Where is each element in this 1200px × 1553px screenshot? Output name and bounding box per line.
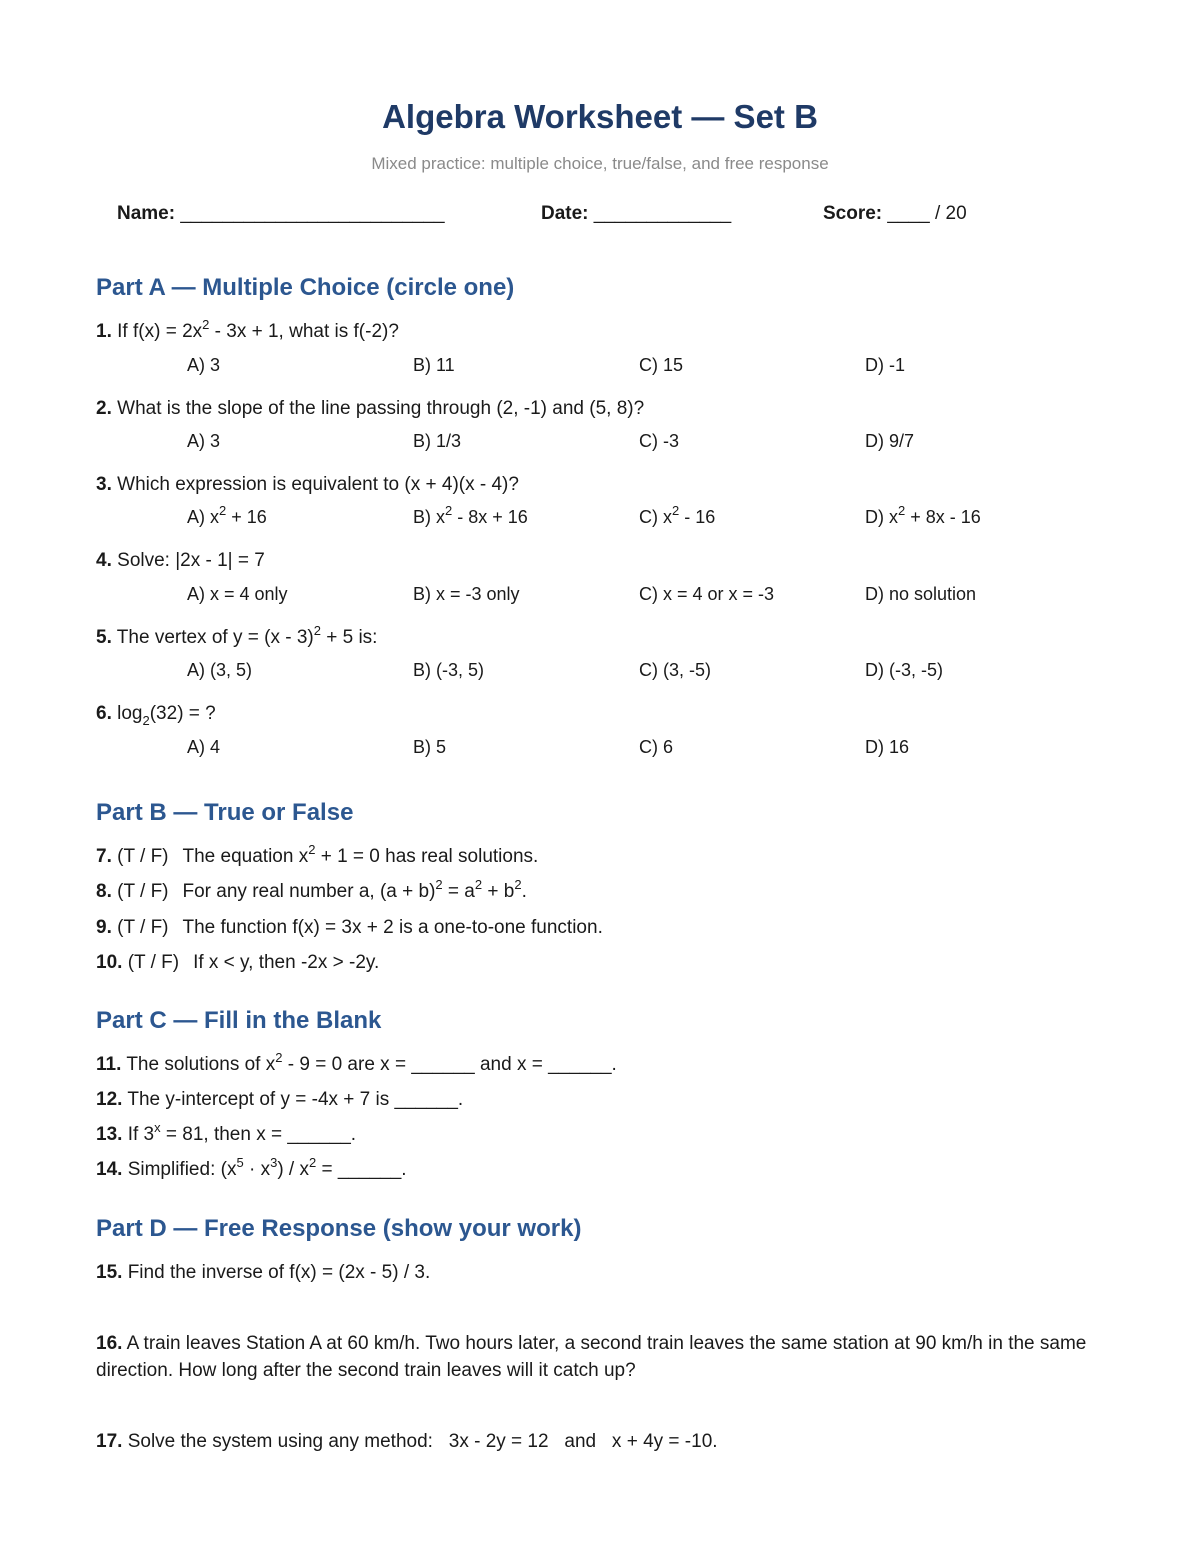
option-text: - 16 [679, 507, 716, 527]
option-1c[interactable]: C) 15 [639, 355, 684, 375]
page-subtitle: Mixed practice: multiple choice, true/false, and free response [371, 154, 829, 173]
fill-item-14 [96, 1155, 407, 1181]
question-text: log [117, 703, 143, 724]
tf-item-10 [96, 952, 379, 974]
page-title: Algebra Worksheet — Set B [382, 98, 818, 135]
question-number: 9. [96, 917, 112, 938]
tf-item-7 [96, 842, 539, 868]
exponent: 5 [236, 1155, 244, 1170]
option-text: B) x [413, 507, 446, 527]
question-text: The vertex of y = (x - 3) [116, 627, 314, 648]
exponent: 2 [313, 623, 321, 638]
question-number: 8. [96, 881, 112, 902]
option-1d[interactable]: D) -1 [865, 355, 905, 375]
question-number: 13. [96, 1124, 123, 1145]
question-number: 6. [96, 703, 112, 724]
name-label: Name: [117, 203, 176, 224]
exponent: 2 [308, 842, 316, 857]
option-2b[interactable]: B) 1/3 [413, 431, 462, 451]
date-blank: _____________ [593, 203, 732, 224]
question-text: The solutions of x [126, 1054, 276, 1075]
fill-item-12 [96, 1089, 463, 1111]
question-text: Solve: |2x - 1| = 7 [117, 550, 265, 571]
question-4 [96, 550, 265, 572]
question-text: = ______. [316, 1159, 407, 1180]
name-blank: _________________________ [180, 203, 445, 224]
option-6b[interactable]: B) 5 [413, 737, 447, 757]
true-false-choice[interactable]: (T / F) [117, 846, 169, 867]
date-field [541, 203, 731, 225]
true-false-choice[interactable]: (T / F) [127, 952, 180, 973]
true-false-choice[interactable]: (T / F) [117, 881, 169, 902]
question-text: + 5 is: [320, 627, 378, 648]
question-text: What is the slope of the line passing through (2, -1) and (5, 8)? [117, 398, 645, 419]
option-text: A) x [187, 507, 220, 527]
exponent: 2 [672, 503, 680, 518]
option-1a[interactable]: A) 3 [187, 355, 221, 375]
option-text: + 16 [226, 507, 267, 527]
question-number: 10. [96, 952, 123, 973]
question-number: 2. [96, 398, 112, 419]
question-text: = 81, then x = ______. [160, 1124, 357, 1145]
score-field [823, 203, 967, 225]
option-text: C) x [639, 507, 672, 527]
exponent: 2 [308, 1155, 317, 1170]
tf-item-9 [96, 917, 603, 939]
option-3d[interactable] [865, 503, 981, 528]
fill-item-13 [96, 1120, 357, 1146]
question-number: 16. [96, 1333, 123, 1354]
option-6d[interactable]: D) 16 [865, 737, 910, 757]
option-6a[interactable]: A) 4 [187, 737, 221, 757]
part-c-heading: Part C — Fill in the Blank [96, 1007, 382, 1034]
exponent: 3 [270, 1155, 278, 1170]
score-label: Score: [823, 203, 883, 224]
question-text: - 9 = 0 are x = ______ and x = ______. [282, 1054, 617, 1075]
question-6 [96, 703, 216, 728]
score-blank: ____ [887, 203, 930, 224]
question-text: · x [243, 1159, 271, 1180]
option-2c[interactable]: C) -3 [639, 431, 679, 451]
option-text: D) x [865, 507, 898, 527]
question-text: If 3 [127, 1124, 155, 1145]
exponent: 2 [514, 877, 522, 892]
part-b-heading: Part B — True or False [96, 799, 354, 826]
question-number: 17. [96, 1431, 123, 1452]
question-5 [96, 623, 378, 649]
option-4b[interactable]: B) x = -3 only [413, 584, 520, 604]
question-text: The y-intercept of y = -4x + 7 is ______. [127, 1089, 464, 1110]
option-4d[interactable]: D) no solution [865, 584, 977, 604]
question-text: - 3x + 1, what is f(-2)? [209, 321, 399, 342]
exponent: 2 [474, 877, 483, 892]
date-label: Date: [541, 203, 589, 224]
option-4a[interactable]: A) x = 4 only [187, 584, 288, 604]
question-text: ) / x [277, 1159, 309, 1180]
question-1 [96, 317, 399, 343]
question-number: 11. [96, 1054, 122, 1075]
exponent: 2 [898, 503, 906, 518]
question-number: 12. [96, 1089, 123, 1110]
question-text: If f(x) = 2x [117, 321, 203, 342]
exponent: 2 [445, 503, 453, 518]
statement-text: + 1 = 0 has real solutions. [315, 846, 539, 867]
true-false-choice[interactable]: (T / F) [117, 917, 169, 938]
statement-text: The function f(x) = 3x + 2 is a one-to-one function. [182, 917, 603, 938]
part-d-heading: Part D — Free Response (show your work) [96, 1215, 582, 1242]
statement-text: = a [442, 881, 475, 902]
statement-text: + b [482, 881, 515, 902]
option-3c[interactable] [639, 503, 716, 528]
statement-text: For any real number a, (a + b) [182, 881, 436, 902]
question-number: 4. [96, 550, 112, 571]
question-2 [96, 398, 644, 420]
option-2a[interactable]: A) 3 [187, 431, 221, 451]
option-text: - 8x + 16 [452, 507, 528, 527]
statement-text: If x < y, then -2x > -2y. [193, 952, 380, 973]
free-response-15 [96, 1262, 430, 1284]
option-3a[interactable] [187, 503, 267, 528]
question-text: Solve the system using any method: 3x - 2y = 12 and x + 4y = -10. [127, 1431, 718, 1452]
free-response-16 [96, 1330, 1106, 1384]
option-6c[interactable]: C) 6 [639, 737, 674, 757]
exponent: 2 [435, 877, 443, 892]
option-5d[interactable]: D) (-3, -5) [865, 660, 943, 680]
option-4c[interactable]: C) x = 4 or x = -3 [639, 584, 775, 604]
question-text: A train leaves Station A at 60 km/h. Two hours later, a second train leaves the same station at 90 km/h in the same direction. How long after the second train leaves will it catch up? [96, 1333, 1087, 1381]
option-1b[interactable]: B) 11 [413, 355, 455, 375]
free-response-17 [96, 1431, 718, 1453]
question-text: Which expression is equivalent to (x + 4)(x - 4)? [117, 474, 519, 495]
score-total: / 20 [934, 203, 967, 224]
fill-item-11 [96, 1050, 617, 1076]
question-number: 7. [96, 846, 112, 867]
question-text: (32) = ? [149, 703, 216, 724]
option-3b[interactable] [413, 503, 528, 528]
log-base: 2 [142, 713, 150, 728]
option-text: + 8x - 16 [905, 507, 981, 527]
question-number: 3. [96, 474, 112, 495]
question-3 [96, 474, 519, 496]
statement-text: . [521, 881, 527, 902]
name-field [117, 203, 445, 225]
question-text: Find the inverse of f(x) = (2x - 5) / 3. [127, 1262, 431, 1283]
exponent: 2 [219, 503, 227, 518]
exponent: x [154, 1120, 161, 1135]
option-5c[interactable]: C) (3, -5) [639, 660, 711, 680]
question-number: 15. [96, 1262, 123, 1283]
question-number: 5. [96, 627, 112, 648]
option-5a[interactable]: A) (3, 5) [187, 660, 253, 680]
option-5b[interactable]: B) (-3, 5) [413, 660, 485, 680]
statement-text: The equation x [182, 846, 309, 867]
part-a-heading: Part A — Multiple Choice (circle one) [96, 274, 515, 301]
exponent: 2 [275, 1050, 283, 1065]
option-2d[interactable]: D) 9/7 [865, 431, 915, 451]
question-text: Simplified: (x [127, 1159, 237, 1180]
exponent: 2 [202, 317, 210, 332]
tf-item-8 [96, 877, 527, 903]
question-number: 14. [96, 1159, 123, 1180]
question-number: 1. [96, 321, 112, 342]
